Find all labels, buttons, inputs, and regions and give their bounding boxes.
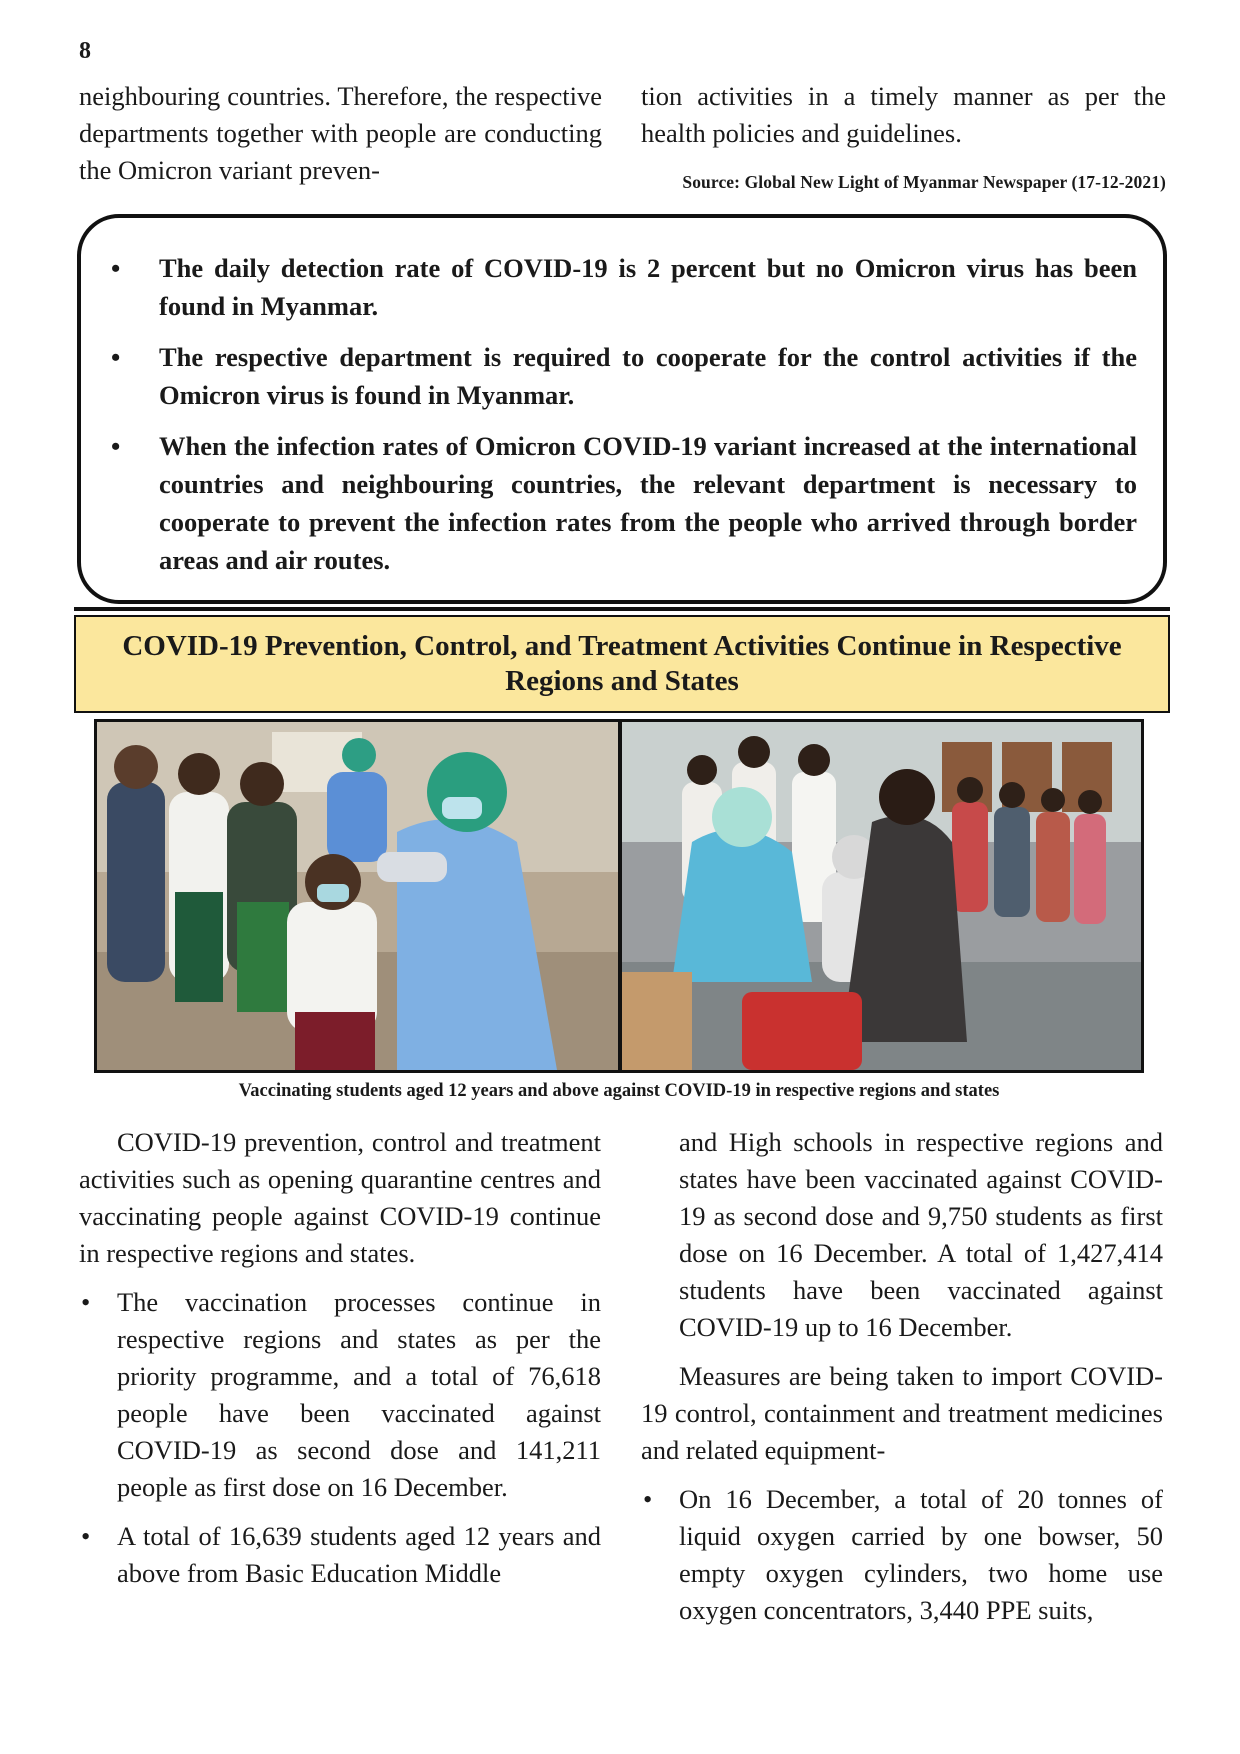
key-point [105,427,1137,579]
top-left-text: neighbouring countries. Therefore, the respective departments together with people are conducting the Omicron variant preven- [79,81,602,185]
key-point [105,338,1137,414]
vaccination-photo-left [97,722,618,1070]
bullet-icon: • [111,431,121,461]
source-citation: Source: Global New Light of Myanmar Newspaper (17-12-2021) [682,172,1166,192]
page-number: 8 [79,38,91,64]
intro-paragraph: COVID-19 prevention, control and treatment activities such as opening quarantine centres and vaccinating people against COVID-19 continue in respective regions and states. [79,1127,601,1268]
key-point-text: The daily detection rate of COVID-19 is 2 percent but no Omicron virus has been found in Myanmar. [159,253,1137,321]
vaccination-photo-right [622,722,1141,1070]
top-right-text: tion activities in a timely manner as per the health policies and guidelines. [641,81,1166,148]
key-point [105,249,1137,325]
bullet-icon: • [111,342,121,372]
key-points-box [77,214,1167,604]
body-right-column [641,1124,1163,1629]
top-right-column [641,78,1166,152]
photo-frame [94,719,1144,1073]
section-title-banner [74,615,1170,713]
bullet-icon: • [643,1484,653,1514]
key-point-text: When the infection rates of Omicron COVID-19 variant increased at the international countries and neighbouring countries, the relevant department is necessary to cooperate to prevent the infection rates from the people who arrived through border areas and air routes. [159,431,1137,575]
bullet-text: The vaccination processes continue in respective regions and states as per the priority programme, and a total of 76,618 people have been vaccinated against COVID-19 as second dose and 141,211 people as first dose on 16 December. [117,1287,601,1502]
bullet-paragraph [79,1518,601,1592]
measures-paragraph: Measures are being taken to import COVID-19 control, containment and treatment medicines and related equipment- [641,1361,1163,1465]
bullet-icon: • [81,1521,91,1551]
key-point-text: The respective department is required to cooperate for the control activities if the Omicron virus is found in Myanmar. [159,342,1137,410]
section-divider [74,607,1170,611]
top-left-column [79,78,602,189]
section-title: COVID-19 Prevention, Control, and Treatment Activities Continue in Respective Regions and States [122,630,1122,697]
bullet-icon: • [81,1287,91,1317]
body-left-column [79,1124,601,1592]
bullet-icon: • [111,253,121,283]
key-points-list [105,249,1137,579]
bullet-paragraph [79,1284,601,1506]
bullet-paragraph [641,1481,1163,1629]
photo-caption: Vaccinating students aged 12 years and above against COVID-19 in respective regions and states [238,1081,1000,1101]
bullet-text: A total of 16,639 students aged 12 years and above from Basic Education Middle [117,1521,601,1588]
bullet-continuation: and High schools in respective regions and states have been vaccinated against COVID-19 as second dose and 9,750 students as first dose on 16 December. A total of 1,427,414 students have been vaccinated against COVID-19 up to 16 December. [679,1127,1163,1342]
bullet-text: On 16 December, a total of 20 tonnes of liquid oxygen carried by one bowser, 50 empty oxygen cylinders, two home use oxygen concentrators, 3,440 PPE suits, [679,1484,1163,1625]
